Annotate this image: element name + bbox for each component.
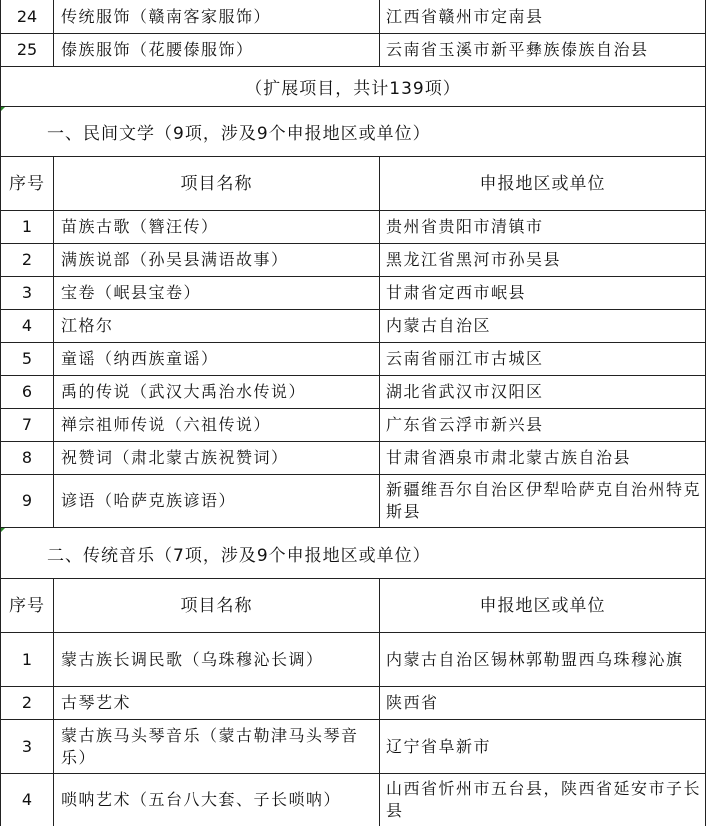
- section-title-row: [0, 107, 706, 157]
- project-name: 唢呐艺术（五台八大套、子长唢呐）: [54, 774, 380, 826]
- table-row: [0, 687, 706, 720]
- project-name: 傣族服饰（花腰傣服饰）: [54, 34, 380, 66]
- header-number: 序号: [1, 579, 54, 632]
- project-name: 江格尔: [54, 310, 380, 342]
- table-row: [0, 277, 706, 310]
- project-name: 谚语（哈萨克族谚语）: [54, 475, 380, 527]
- table-row: [0, 376, 706, 409]
- section-title: 一、民间文学（9项，涉及9个申报地区或单位）: [47, 124, 431, 144]
- region-name: 云南省丽江市古城区: [386, 349, 544, 368]
- project-name: 祝赞词（肃北蒙古族祝赞词）: [54, 442, 380, 474]
- region-name: 新疆维吾尔自治区伊犁哈萨克自治州特克斯县: [386, 480, 702, 521]
- table-row: [0, 343, 706, 376]
- region-name: 山西省忻州市五台县，陕西省延安市子长县: [386, 779, 702, 820]
- project-name: 禅宗祖师传说（六祖传说）: [54, 409, 380, 441]
- section-title: 二、传统音乐（7项，涉及9个申报地区或单位）: [47, 545, 431, 566]
- project-name: 蒙古族马头琴音乐（蒙古勒津马头琴音乐）: [54, 720, 380, 773]
- row-number: 7: [1, 409, 54, 441]
- project-name: 禹的传说（武汉大禹治水传说）: [54, 376, 380, 408]
- row-number: 1: [1, 633, 54, 686]
- table-row: [0, 409, 706, 442]
- project-name: 古琴艺术: [54, 687, 380, 719]
- table-row: [0, 774, 706, 826]
- region-name: 江西省赣州市定南县: [386, 6, 544, 26]
- row-number: 25: [1, 34, 54, 66]
- table-row: [0, 244, 706, 277]
- region-name: 黑龙江省黑河市孙吴县: [386, 250, 562, 269]
- expansion-title-row: [0, 67, 706, 107]
- table-row: [0, 442, 706, 475]
- table-row: [0, 211, 706, 244]
- region-name: 贵州省贵阳市清镇市: [386, 217, 544, 236]
- header-project-name: 项目名称: [54, 157, 380, 210]
- project-name: 满族说部（孙吴县满语故事）: [54, 244, 380, 276]
- project-name: 宝卷（岷县宝卷）: [54, 277, 380, 309]
- region-name: 甘肃省定西市岷县: [386, 283, 527, 302]
- table-row: [0, 310, 706, 343]
- region-name: 辽宁省阜新市: [386, 736, 492, 756]
- region-name: 陕西省: [386, 693, 439, 712]
- row-number: 6: [1, 376, 54, 408]
- table-header-row: [0, 157, 706, 211]
- row-number: 5: [1, 343, 54, 375]
- header-region: 申报地区或单位: [479, 173, 606, 194]
- table-row: [0, 0, 706, 34]
- project-name: 传统服饰（赣南客家服饰）: [54, 0, 380, 33]
- project-name: 童谣（纳西族童谣）: [54, 343, 380, 375]
- header-project-name: 项目名称: [54, 579, 380, 632]
- row-number: 2: [1, 687, 54, 719]
- row-number: 1: [1, 211, 54, 243]
- header-number: 序号: [1, 157, 54, 210]
- table-header-row: [0, 579, 706, 633]
- region-name: 内蒙古自治区锡林郭勒盟西乌珠穆沁旗: [386, 649, 684, 669]
- table-row: [0, 633, 706, 687]
- region-name: 云南省玉溪市新平彝族傣族自治县: [386, 40, 649, 59]
- row-number: 4: [1, 774, 54, 826]
- row-number: 2: [1, 244, 54, 276]
- expansion-title: （扩展项目，共计139项）: [245, 79, 461, 99]
- region-name: 内蒙古自治区: [386, 316, 492, 335]
- row-number: 24: [1, 0, 54, 33]
- table-row: [0, 475, 706, 528]
- section-title-row: [0, 528, 706, 579]
- row-number: 9: [1, 475, 54, 527]
- row-number: 3: [1, 277, 54, 309]
- project-name: 蒙古族长调民歌（乌珠穆沁长调）: [54, 633, 380, 686]
- table-row: [0, 720, 706, 774]
- row-number: 3: [1, 720, 54, 773]
- row-number: 8: [1, 442, 54, 474]
- header-region: 申报地区或单位: [479, 595, 606, 616]
- region-name: 广东省云浮市新兴县: [386, 415, 544, 434]
- project-name: 苗族古歌（簪汪传）: [54, 211, 380, 243]
- table-row: [0, 34, 706, 67]
- row-number: 4: [1, 310, 54, 342]
- region-name: 甘肃省酒泉市肃北蒙古族自治县: [386, 448, 632, 467]
- region-name: 湖北省武汉市汉阳区: [386, 382, 544, 401]
